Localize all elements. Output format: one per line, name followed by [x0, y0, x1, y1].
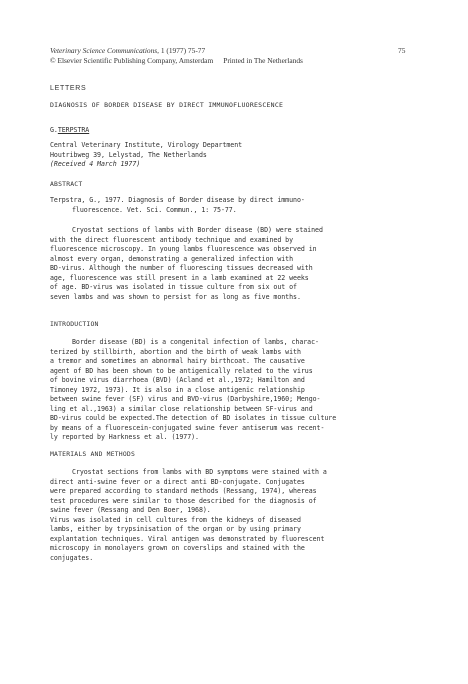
- introduction-line: by means of a fluorescein-conjugated swine fever antiserum was recent-: [50, 423, 325, 432]
- abstract-line: BD-virus. Although the number of fluorescing tissues decreased with: [50, 264, 313, 272]
- affiliation-line: Houtribweg 39, Lelystad, The Netherlands: [50, 150, 207, 159]
- publisher-line: [50, 56, 303, 66]
- introduction-line: a tremor and sometimes an abnormal hairy birthcoat. The causative: [50, 357, 305, 365]
- introduction-line: Timoney 1972, 1973). It is also in a close antigenic relationship: [50, 385, 305, 394]
- abstract-line: almost every organ, demonstrating a generalized infection with: [50, 254, 294, 263]
- page-number: 75: [398, 46, 406, 55]
- introduction-line: ly reported by Harkness et al. (1977).: [50, 433, 199, 441]
- materials-line: test procedures were similar to those described for the diagnosis of: [50, 496, 317, 505]
- publisher: © Elsevier Scientific Publishing Company, Amsterdam: [50, 56, 214, 65]
- materials-line: swine fever (Ressang and Den Boer, 1968).: [50, 506, 211, 514]
- section-letters: LETTERS: [50, 85, 87, 92]
- materials-line: conjugates.: [50, 553, 94, 562]
- materials-line: Cryostat sections from lambs with BD symptoms were stained with a: [72, 468, 327, 476]
- article-title: DIAGNOSIS OF BORDER DISEASE BY DIRECT IMMUNOFLUORESCENCE: [50, 101, 284, 109]
- introduction-heading: INTRODUCTION: [50, 320, 99, 328]
- abstract-citation: [50, 196, 410, 215]
- abstract-line: Cryostat sections of lambs with Border disease (BD) were stained: [72, 226, 323, 234]
- abstract-heading: ABSTRACT: [50, 180, 83, 188]
- materials-line: direct anti-swine fever or a direct anti BD-conjugate. Conjugates: [50, 477, 305, 486]
- introduction-line: of bovine virus diarrhoea (BVD) (Acland et al.,1972; Hamilton and: [50, 376, 305, 384]
- author-surname: TERPSTRA: [57, 126, 90, 134]
- affiliation: [50, 141, 410, 170]
- materials-body: [50, 468, 410, 563]
- materials-line: were prepared according to standard methods (Ressang, 1974), whereas: [50, 487, 317, 495]
- citation-line: fluorescence. Vet. Sci. Commun., 1: 75-77.: [72, 205, 237, 214]
- materials-line: explantation techniques. Viral antigen was demonstrated by fluorescent: [50, 534, 325, 543]
- abstract-line: with the direct fluorescent antibody technique and examined by: [50, 235, 294, 244]
- abstract-line: of age. BD-virus was isolated in tissue culture from six out of: [50, 283, 297, 291]
- abstract-line: fluorescence microscopy. In young lambs fluorescence was observed in: [50, 245, 317, 253]
- journal-name: Veterinary Science Communications: [50, 46, 158, 55]
- journal-issue: , 1 (1977) 75-77: [157, 46, 206, 55]
- printed-in: Printed in The Netherlands: [223, 56, 303, 65]
- introduction-line: agent of BD has been shown to be antigenically related to the virus: [50, 366, 313, 375]
- introduction-body: [50, 338, 410, 443]
- introduction-line: Border disease (BD) is a congenital infection of lambs, charac-: [72, 338, 319, 346]
- materials-line: microscopy in monolayers grown on coverslips and stained with the: [50, 544, 305, 552]
- materials-line: Virus was isolated in cell cultures from the kidneys of diseased: [50, 515, 301, 524]
- introduction-line: terized by stillbirth, abortion and the birth of weak lambs with: [50, 347, 301, 356]
- abstract-line: seven lambs and was shown to persist for as long as five months.: [50, 292, 301, 301]
- introduction-line: BD-virus could be expected.The detection of BD isolates in tissue culture: [50, 414, 337, 422]
- materials-line: lambs, either by trypsinisation of the organ or by using primary: [50, 525, 301, 533]
- introduction-line: between swine fever (SF) virus and BVD-virus (Darbyshire,1960; Mengo-: [50, 395, 321, 403]
- abstract-line: age, fluorescence was still present in a lamb examined at 22 weeks: [50, 273, 309, 282]
- affiliation-line: Central Veterinary Institute, Virology Department: [50, 141, 243, 149]
- introduction-line: ling et al.,1963) a similar close relationship between SF-virus and: [50, 404, 313, 413]
- author-initial: G.: [50, 126, 58, 134]
- materials-heading: MATERIALS AND METHODS: [50, 450, 135, 458]
- abstract-body: [50, 226, 410, 302]
- journal-header: [50, 46, 303, 66]
- journal-citation-line: [50, 46, 303, 56]
- citation-line: Terpstra, G., 1977. Diagnosis of Border disease by direct immuno-: [50, 196, 305, 204]
- received-date: (Received 4 March 1977): [50, 160, 141, 168]
- author: [50, 126, 89, 136]
